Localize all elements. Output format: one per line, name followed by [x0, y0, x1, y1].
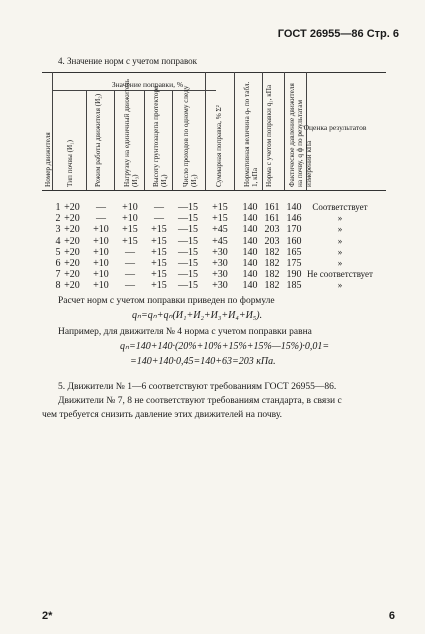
- table-cell: »: [337, 280, 343, 291]
- column-divider: [205, 72, 206, 190]
- table-cell: +10: [93, 269, 109, 281]
- table-cell: 8: [55, 280, 61, 292]
- formula-general: qₙ=qₙ+qₙ(И₁+И₂+И₃+И₄+И₅).: [132, 310, 263, 321]
- column-header: Тип почвы (И₁): [66, 139, 74, 187]
- table-cell: —15: [178, 258, 198, 269]
- table-cell: 4: [55, 235, 61, 247]
- table-row: [0, 236, 425, 247]
- column-divider: [144, 90, 145, 190]
- column-header: Суммарная поправка, % Σ²: [215, 105, 223, 187]
- table-cell: 7: [55, 269, 61, 281]
- table-cell: 140: [242, 258, 258, 269]
- table-cell: +15: [151, 258, 167, 269]
- table-cell: +15: [212, 213, 228, 225]
- column-divider: [172, 90, 173, 190]
- table-cell: 140: [242, 224, 258, 236]
- table-header-rule: [42, 190, 386, 191]
- table-cell: 6: [55, 258, 61, 269]
- column-header: Нормативная величина qₙ по табл. 1, кПа: [243, 81, 260, 187]
- table-row: [0, 258, 425, 269]
- paragraph-formula-intro: Расчет норм с учетом поправки приведен по формуле: [58, 296, 275, 306]
- table-cell: »: [337, 246, 343, 257]
- table-cell: 5: [55, 246, 61, 258]
- table-cell: +20: [64, 224, 80, 236]
- table-row: [0, 224, 425, 235]
- table-cell: —: [125, 258, 135, 269]
- table-cell: 185: [286, 280, 302, 292]
- table-top-rule: [42, 72, 386, 73]
- paragraph-conclusion-2: Движители № 7, 8 не соответствуют требованиям стандарта, в связи с: [58, 396, 342, 406]
- table-cell: +15: [122, 224, 138, 236]
- table-cell: +45: [212, 224, 228, 236]
- table-cell: 160: [286, 235, 302, 247]
- table-cell: Не соответствует: [307, 269, 373, 280]
- table-cell: +10: [93, 235, 109, 247]
- table-cell: 161: [264, 213, 280, 225]
- table-cell: —15: [178, 246, 198, 258]
- table-cell: 140: [242, 235, 258, 247]
- table-cell: +15: [151, 224, 167, 236]
- formula-example-2: =140+140·0,45=140+63=203 кПа.: [130, 356, 276, 367]
- table-cell: +30: [212, 258, 228, 269]
- footer-page-number: 6: [388, 610, 395, 622]
- table-cell: 3: [55, 224, 61, 236]
- table-cell: —15: [178, 269, 198, 281]
- table-cell: +20: [64, 246, 80, 258]
- table-cell: 182: [264, 269, 280, 281]
- table-cell: —: [125, 280, 135, 292]
- table-cell: +20: [64, 235, 80, 247]
- table-cell: +30: [212, 280, 228, 292]
- table-cell: +15: [122, 235, 138, 247]
- table-cell: —: [96, 213, 106, 225]
- column-header: Число проходов по одному следу (И₅): [182, 85, 199, 187]
- table-cell: —15: [178, 280, 198, 292]
- table-cell: +10: [93, 224, 109, 236]
- column-header: Фактическое давление движителя на почву, q ф по результатам измерений кПа: [288, 83, 313, 187]
- column-divider: [262, 72, 263, 190]
- table-row: [0, 247, 425, 258]
- column-header: Режим работы движителя (И₂): [94, 93, 102, 187]
- paragraph-conclusion-1: 5. Движители № 1—6 соответствуют требованиям ГОСТ 26955—86.: [58, 382, 337, 392]
- table-cell: —: [154, 202, 164, 213]
- group-header: Значение поправки, %: [111, 80, 184, 89]
- paragraph-example: Например, для движителя № 4 норма с учетом поправки равна: [58, 327, 312, 337]
- table-cell: +15: [151, 246, 167, 258]
- table-cell: 2: [55, 213, 61, 225]
- table-cell: 175: [286, 258, 302, 269]
- column-header-assessment: Оценка результатов: [303, 123, 367, 132]
- table-row: [0, 202, 425, 213]
- page-header: ГОСТ 26955—86 Стр. 6: [277, 28, 399, 40]
- table-cell: 146: [286, 213, 302, 225]
- footer-left: 2*: [42, 610, 53, 622]
- table-cell: —15: [178, 235, 198, 247]
- table-cell: +15: [151, 235, 167, 247]
- table-cell: +20: [64, 213, 80, 225]
- table-row: [0, 280, 425, 291]
- table-cell: +15: [151, 269, 167, 281]
- table-cell: 140: [242, 202, 258, 213]
- table-cell: Соответствует: [312, 202, 368, 212]
- table-cell: 190: [286, 269, 302, 281]
- column-divider: [114, 90, 115, 190]
- table-cell: 165: [286, 246, 302, 258]
- table-cell: 140: [242, 246, 258, 258]
- table-cell: +45: [212, 235, 228, 247]
- column-divider: [284, 72, 285, 190]
- column-header: Норма с учетом поправки q₁, кПа: [265, 84, 273, 187]
- formula-example-1: qₙ=140+140·(20%+10%+15%+15%—15%)·0,01=: [120, 341, 330, 352]
- table-cell: »: [337, 213, 343, 224]
- column-header: Номер движителя: [44, 132, 52, 187]
- table-cell: »: [337, 235, 343, 246]
- paragraph-conclusion-3: чем требуется снизить давление этих движителей на почву.: [42, 410, 283, 420]
- table-row: [0, 213, 425, 224]
- table-cell: +20: [64, 280, 80, 292]
- table-row: [0, 269, 425, 280]
- table-cell: +30: [212, 269, 228, 281]
- table-cell: —: [125, 246, 135, 258]
- table-cell: +10: [93, 280, 109, 292]
- table-cell: —15: [178, 224, 198, 236]
- table-cell: +15: [151, 280, 167, 292]
- table-cell: 161: [264, 202, 280, 213]
- table-cell: 140: [242, 280, 258, 292]
- column-divider: [86, 90, 87, 190]
- table-cell: 170: [286, 224, 302, 236]
- table-cell: +20: [64, 269, 80, 281]
- table-cell: +15: [212, 202, 228, 213]
- table-caption: 4. Значение норм с учетом поправок: [58, 56, 198, 66]
- column-header: Высоту грунтозацепа протектора (И₄): [152, 85, 169, 187]
- table-cell: —: [125, 269, 135, 281]
- table-cell: 140: [286, 202, 302, 213]
- table-cell: +10: [122, 213, 138, 225]
- table-cell: +20: [64, 258, 80, 269]
- column-divider: [234, 72, 235, 190]
- table-cell: +10: [93, 246, 109, 258]
- table-cell: —15: [178, 213, 198, 225]
- table-cell: —: [154, 213, 164, 225]
- table-cell: 182: [264, 258, 280, 269]
- table-cell: 140: [242, 269, 258, 281]
- table-cell: —: [96, 202, 106, 213]
- table-cell: 1: [55, 202, 61, 213]
- table-cell: +30: [212, 246, 228, 258]
- table-cell: —15: [178, 202, 198, 213]
- table-cell: 182: [264, 246, 280, 258]
- table-cell: +20: [64, 202, 80, 213]
- table-cell: 140: [242, 213, 258, 225]
- table-cell: 203: [264, 224, 280, 236]
- table-cell: »: [337, 224, 343, 235]
- table-cell: 203: [264, 235, 280, 247]
- table-cell: »: [337, 258, 343, 268]
- table-cell: +10: [122, 202, 138, 213]
- column-header: Нагрузку на единичный движитель (И₃): [123, 78, 140, 187]
- table-cell: 182: [264, 280, 280, 292]
- table-cell: +10: [93, 258, 109, 269]
